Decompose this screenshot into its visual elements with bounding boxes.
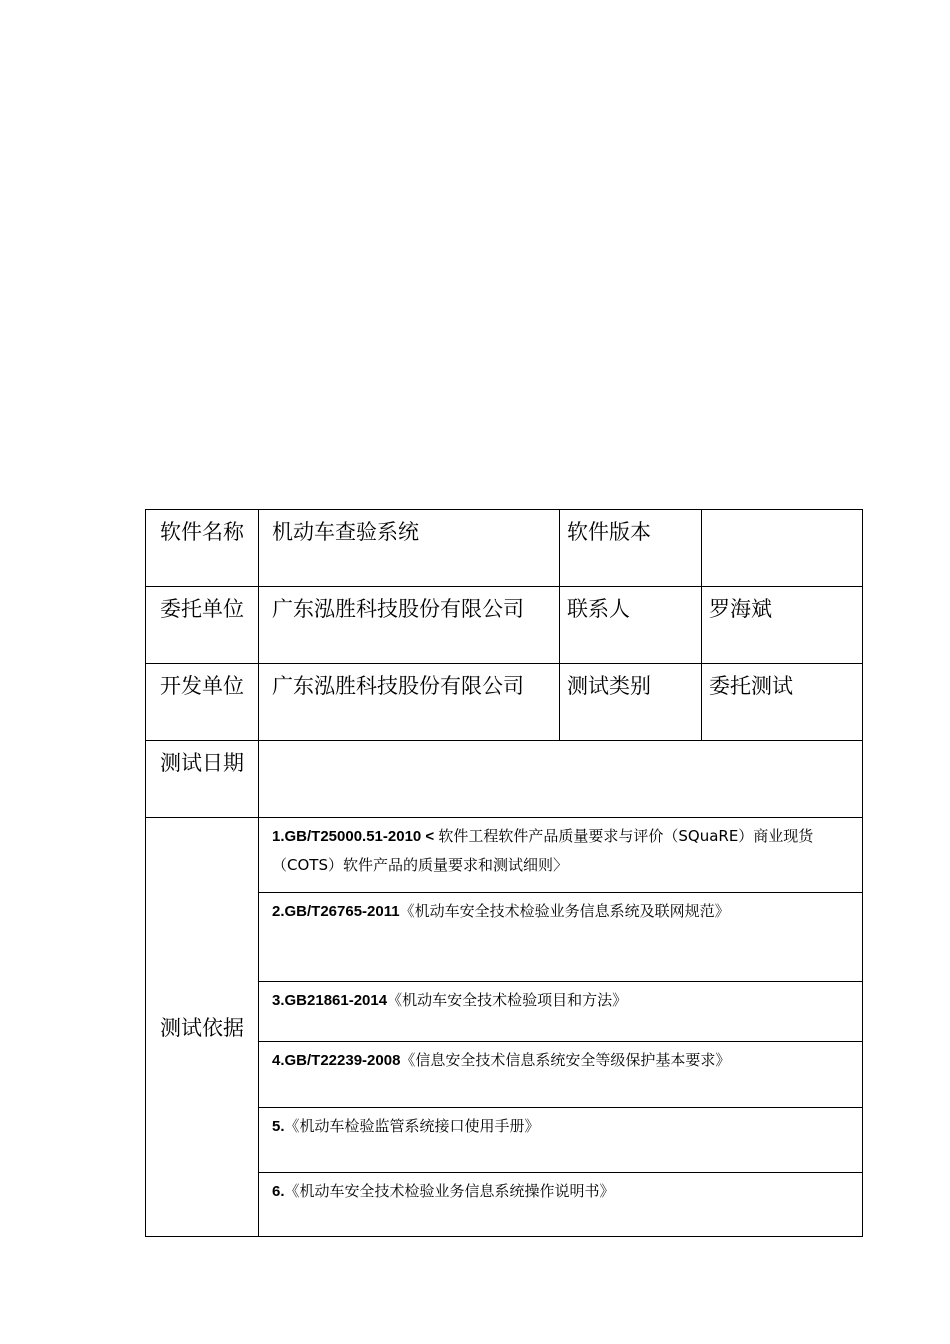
- table-row: [146, 818, 863, 1237]
- test-category-value: 委托测试: [702, 664, 863, 741]
- table-row: [146, 664, 863, 741]
- table-row: [146, 741, 863, 818]
- basis-text: 《机动车安全技术检验项目和方法》: [387, 991, 628, 1009]
- software-name-label: 软件名称: [146, 510, 259, 587]
- basis-item: [259, 818, 862, 893]
- basis-code: 3.GB21861-2014: [272, 992, 388, 1009]
- software-name-value: 机动车查验系统: [259, 510, 560, 587]
- basis-item: [259, 1042, 862, 1108]
- client-unit-label: 委托单位: [146, 587, 259, 664]
- basis-text: 《机动车检验监管系统接口使用手册》: [284, 1117, 540, 1135]
- basis-code: 1.GB/T25000.51-2010 <: [272, 828, 439, 845]
- test-basis-label: 测试依据: [146, 818, 259, 1237]
- contact-value: 罗海斌: [702, 587, 863, 664]
- basis-text: 《信息安全技术信息系统安全等级保护基本要求》: [400, 1051, 731, 1069]
- basis-code: 2.GB/T26765-2011: [272, 903, 400, 920]
- software-info-table: [145, 509, 863, 1237]
- developer-unit-label: 开发单位: [146, 664, 259, 741]
- test-date-value: [259, 741, 863, 818]
- basis-code: 4.GB/T22239-2008: [272, 1052, 401, 1069]
- basis-code: 6.: [272, 1183, 285, 1200]
- basis-text: 软件工程软件产品质量要求与评价（SQuaRE）商业现货（COTS）软件产品的质量要求和测试细则〉: [272, 827, 814, 874]
- basis-item: [259, 1173, 862, 1236]
- table-row: [146, 587, 863, 664]
- client-unit-value: 广东泓胜科技股份有限公司: [259, 587, 560, 664]
- basis-text: 《机动车安全技术检验业务信息系统及联网规范》: [399, 902, 730, 920]
- basis-code: 5.: [272, 1118, 285, 1135]
- basis-text: 《机动车安全技术检验业务信息系统操作说明书》: [284, 1182, 615, 1200]
- basis-item: [259, 893, 862, 982]
- basis-item: [259, 982, 862, 1042]
- test-date-label: 测试日期: [146, 741, 259, 818]
- software-version-value: [702, 510, 863, 587]
- software-version-label: 软件版本: [560, 510, 702, 587]
- contact-label: 联系人: [560, 587, 702, 664]
- test-basis-list: [259, 818, 863, 1237]
- table-row: [146, 510, 863, 587]
- developer-unit-value: 广东泓胜科技股份有限公司: [259, 664, 560, 741]
- test-category-label: 测试类别: [560, 664, 702, 741]
- basis-item: [259, 1108, 862, 1173]
